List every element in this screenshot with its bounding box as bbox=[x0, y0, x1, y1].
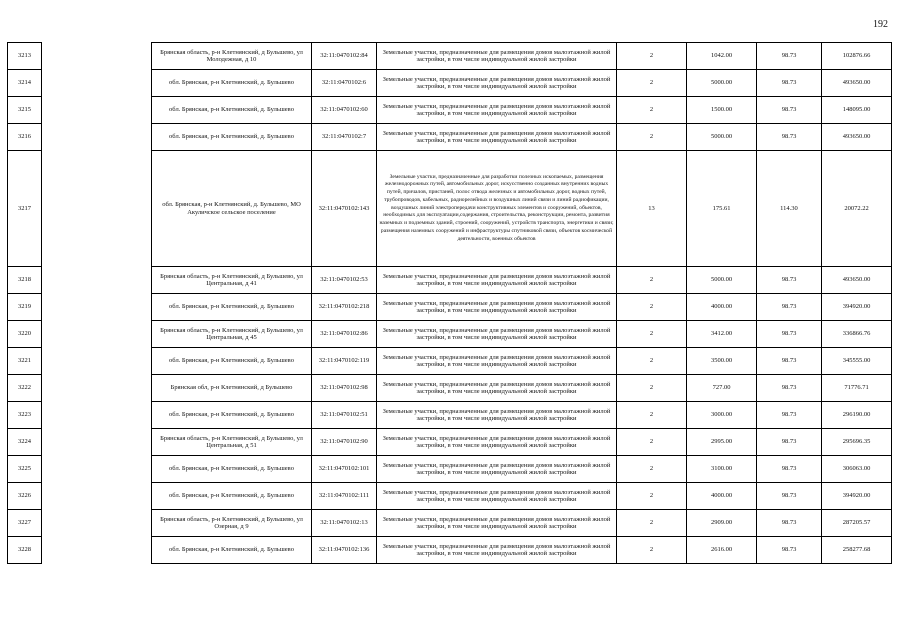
cadastral-number-cell: 32:11:0470102:119 bbox=[312, 348, 377, 375]
land-use-group-cell: 2 bbox=[617, 402, 687, 429]
cadastral-number-cell: 32:11:0470102:6 bbox=[312, 70, 377, 97]
row-number-cell: 3228 bbox=[8, 537, 42, 564]
cadastral-number-cell: 32:11:0470102:218 bbox=[312, 294, 377, 321]
land-use-purpose-cell: Земельные участки, предназначенные для разработки полезных ископаемых, размещения железнодорожных путей, автомобильных дорог, искусственно созданных внутренних водных путей, причалов, пристаней, полос отвода железных и автомобильных дорог, водных путей, трубопроводов, кабельных, радиорелейных и воздушных линий связи и линий радиофикации, воздушных линий электропередачи конструктивных элементов и сооружений, объектов, необходимых для эксплуатации,содержания, строительства, реконструкции, ремонта, развития наземных и подземных зданий, строений, сооружений, устройств транспорта, энергетики и связи; размещения наземных сооружений и инфраструктуры спутниковой связи, объектов космической деятельности, военных объектов bbox=[377, 151, 617, 267]
cadastral-number-cell: 32:11:0470102:101 bbox=[312, 456, 377, 483]
table-row bbox=[8, 456, 892, 483]
specific-value-cell: 98.73 bbox=[757, 43, 822, 70]
specific-value-cell: 98.73 bbox=[757, 294, 822, 321]
cadastral-value-cell: 306063.00 bbox=[822, 456, 892, 483]
land-use-group-cell: 2 bbox=[617, 483, 687, 510]
cadastral-number-cell: 32:11:0470102:84 bbox=[312, 43, 377, 70]
area-cell: 3000.00 bbox=[687, 402, 757, 429]
row-number-cell: 3221 bbox=[8, 348, 42, 375]
empty-cell bbox=[42, 510, 152, 537]
table-row bbox=[8, 510, 892, 537]
cadastral-value-cell: 493650.00 bbox=[822, 70, 892, 97]
page-number: 192 bbox=[873, 19, 888, 30]
address-cell: Брянская область, р-н Клетнянский, д Бульшево, ул Центральная, д 41 bbox=[152, 267, 312, 294]
empty-cell bbox=[42, 348, 152, 375]
cadastral-number-cell: 32:11:0470102:7 bbox=[312, 124, 377, 151]
table-row bbox=[8, 267, 892, 294]
land-use-purpose-cell: Земельные участки, предназначенные для размещения домов малоэтажной жилой застройки, в том числе индивидуальной жилой застройки bbox=[377, 402, 617, 429]
table-row bbox=[8, 429, 892, 456]
table-row bbox=[8, 321, 892, 348]
land-use-group-cell: 2 bbox=[617, 348, 687, 375]
specific-value-cell: 98.73 bbox=[757, 70, 822, 97]
row-number-cell: 3214 bbox=[8, 70, 42, 97]
empty-cell bbox=[42, 537, 152, 564]
area-cell: 3100.00 bbox=[687, 456, 757, 483]
specific-value-cell: 114.30 bbox=[757, 151, 822, 267]
empty-cell bbox=[42, 124, 152, 151]
address-cell: обл. Брянская, р-н Клетнянский, д. Бульшево bbox=[152, 456, 312, 483]
address-cell: обл. Брянская, р-н Клетнянский, д. Бульшево bbox=[152, 537, 312, 564]
table-row bbox=[8, 124, 892, 151]
land-use-purpose-cell: Земельные участки, предназначенные для размещения домов малоэтажной жилой застройки, в том числе индивидуальной жилой застройки bbox=[377, 537, 617, 564]
row-number-cell: 3226 bbox=[8, 483, 42, 510]
specific-value-cell: 98.73 bbox=[757, 537, 822, 564]
row-number-cell: 3215 bbox=[8, 97, 42, 124]
specific-value-cell: 98.73 bbox=[757, 456, 822, 483]
table-row bbox=[8, 402, 892, 429]
cadastral-number-cell: 32:11:0470102:51 bbox=[312, 402, 377, 429]
land-use-group-cell: 2 bbox=[617, 43, 687, 70]
land-use-group-cell: 2 bbox=[617, 294, 687, 321]
address-cell: обл. Брянская, р-н Клетнянский, д. Бульшево bbox=[152, 97, 312, 124]
row-number-cell: 3224 bbox=[8, 429, 42, 456]
specific-value-cell: 98.73 bbox=[757, 483, 822, 510]
land-use-group-cell: 2 bbox=[617, 429, 687, 456]
empty-cell bbox=[42, 402, 152, 429]
cadastral-number-cell: 32:11:0470102:53 bbox=[312, 267, 377, 294]
land-use-group-cell: 2 bbox=[617, 124, 687, 151]
land-use-group-cell: 2 bbox=[617, 70, 687, 97]
specific-value-cell: 98.73 bbox=[757, 348, 822, 375]
row-number-cell: 3223 bbox=[8, 402, 42, 429]
address-cell: обл. Брянская, р-н Клетнянский, д. Бульшево bbox=[152, 348, 312, 375]
row-number-cell: 3213 bbox=[8, 43, 42, 70]
land-use-group-cell: 2 bbox=[617, 321, 687, 348]
specific-value-cell: 98.73 bbox=[757, 321, 822, 348]
land-use-purpose-cell: Земельные участки, предназначенные для размещения домов малоэтажной жилой застройки, в том числе индивидуальной жилой застройки bbox=[377, 294, 617, 321]
cadastral-number-cell: 32:11:0470102:86 bbox=[312, 321, 377, 348]
cadastral-value-table bbox=[7, 42, 892, 564]
land-use-purpose-cell: Земельные участки, предназначенные для размещения домов малоэтажной жилой застройки, в том числе индивидуальной жилой застройки bbox=[377, 375, 617, 402]
area-cell: 5000.00 bbox=[687, 267, 757, 294]
specific-value-cell: 98.73 bbox=[757, 402, 822, 429]
cadastral-value-cell: 493650.00 bbox=[822, 267, 892, 294]
table-row bbox=[8, 483, 892, 510]
land-use-group-cell: 2 bbox=[617, 537, 687, 564]
specific-value-cell: 98.73 bbox=[757, 510, 822, 537]
address-cell: Брянская область, р-н Клетнянский, д Бульшево, ул Центральная, д 51 bbox=[152, 429, 312, 456]
table-row bbox=[8, 70, 892, 97]
land-use-purpose-cell: Земельные участки, предназначенные для размещения домов малоэтажной жилой застройки, в том числе индивидуальной жилой застройки bbox=[377, 483, 617, 510]
row-number-cell: 3217 bbox=[8, 151, 42, 267]
area-cell: 2616.00 bbox=[687, 537, 757, 564]
empty-cell bbox=[42, 97, 152, 124]
specific-value-cell: 98.73 bbox=[757, 267, 822, 294]
empty-cell bbox=[42, 321, 152, 348]
area-cell: 3500.00 bbox=[687, 348, 757, 375]
cadastral-value-cell: 71776.71 bbox=[822, 375, 892, 402]
cadastral-value-cell: 287205.57 bbox=[822, 510, 892, 537]
land-use-purpose-cell: Земельные участки, предназначенные для размещения домов малоэтажной жилой застройки, в том числе индивидуальной жилой застройки bbox=[377, 429, 617, 456]
empty-cell bbox=[42, 294, 152, 321]
empty-cell bbox=[42, 456, 152, 483]
land-use-group-cell: 2 bbox=[617, 97, 687, 124]
address-cell: обл. Брянская, р-н Клетнянский, д. Бульшево, МО Акуличское сельское поселение bbox=[152, 151, 312, 267]
address-cell: Брянская область, р-н Клетнянский, д Бульшево, ул Озерная, д 9 bbox=[152, 510, 312, 537]
land-use-purpose-cell: Земельные участки, предназначенные для размещения домов малоэтажной жилой застройки, в том числе индивидуальной жилой застройки bbox=[377, 348, 617, 375]
row-number-cell: 3227 bbox=[8, 510, 42, 537]
table-row bbox=[8, 43, 892, 70]
land-use-purpose-cell: Земельные участки, предназначенные для размещения домов малоэтажной жилой застройки, в том числе индивидуальной жилой застройки bbox=[377, 267, 617, 294]
land-use-group-cell: 2 bbox=[617, 510, 687, 537]
area-cell: 1042.00 bbox=[687, 43, 757, 70]
cadastral-value-cell: 394920.00 bbox=[822, 294, 892, 321]
cadastral-number-cell: 32:11:0470102:143 bbox=[312, 151, 377, 267]
land-use-purpose-cell: Земельные участки, предназначенные для размещения домов малоэтажной жилой застройки, в том числе индивидуальной жилой застройки bbox=[377, 43, 617, 70]
empty-cell bbox=[42, 70, 152, 97]
empty-cell bbox=[42, 483, 152, 510]
cadastral-value-cell: 20072.22 bbox=[822, 151, 892, 267]
address-cell: обл. Брянская, р-н Клетнянский, д. Бульшево bbox=[152, 402, 312, 429]
cadastral-number-cell: 32:11:0470102:90 bbox=[312, 429, 377, 456]
table-row bbox=[8, 348, 892, 375]
address-cell: Брянская обл, р-н Клетнянский, д Бульшево bbox=[152, 375, 312, 402]
cadastral-number-cell: 32:11:0470102:60 bbox=[312, 97, 377, 124]
empty-cell bbox=[42, 151, 152, 267]
table-row bbox=[8, 375, 892, 402]
land-use-purpose-cell: Земельные участки, предназначенные для размещения домов малоэтажной жилой застройки, в том числе индивидуальной жилой застройки bbox=[377, 510, 617, 537]
address-cell: Брянская область, р-н Клетнянский, д Бульшево, ул Молодежная, д 10 bbox=[152, 43, 312, 70]
empty-cell bbox=[42, 429, 152, 456]
cadastral-value-cell: 394920.00 bbox=[822, 483, 892, 510]
land-use-purpose-cell: Земельные участки, предназначенные для размещения домов малоэтажной жилой застройки, в том числе индивидуальной жилой застройки bbox=[377, 97, 617, 124]
area-cell: 2909.00 bbox=[687, 510, 757, 537]
specific-value-cell: 98.73 bbox=[757, 124, 822, 151]
address-cell: Брянская область, р-н Клетнянский, д Бульшево, ул Центральная, д 45 bbox=[152, 321, 312, 348]
land-use-purpose-cell: Земельные участки, предназначенные для размещения домов малоэтажной жилой застройки, в том числе индивидуальной жилой застройки bbox=[377, 456, 617, 483]
specific-value-cell: 98.73 bbox=[757, 429, 822, 456]
cadastral-value-cell: 148095.00 bbox=[822, 97, 892, 124]
table-body bbox=[8, 43, 892, 564]
cadastral-number-cell: 32:11:0470102:98 bbox=[312, 375, 377, 402]
land-use-group-cell: 13 bbox=[617, 151, 687, 267]
specific-value-cell: 98.73 bbox=[757, 375, 822, 402]
land-use-group-cell: 2 bbox=[617, 267, 687, 294]
land-use-purpose-cell: Земельные участки, предназначенные для размещения домов малоэтажной жилой застройки, в том числе индивидуальной жилой застройки bbox=[377, 70, 617, 97]
address-cell: обл. Брянская, р-н Клетнянский, д. Бульшево bbox=[152, 124, 312, 151]
area-cell: 3412.00 bbox=[687, 321, 757, 348]
table-row bbox=[8, 537, 892, 564]
area-cell: 4000.00 bbox=[687, 483, 757, 510]
address-cell: обл. Брянская, р-н Клетнянский, д. Бульшево bbox=[152, 294, 312, 321]
row-number-cell: 3218 bbox=[8, 267, 42, 294]
cadastral-value-cell: 336866.76 bbox=[822, 321, 892, 348]
empty-cell bbox=[42, 267, 152, 294]
specific-value-cell: 98.73 bbox=[757, 97, 822, 124]
empty-cell bbox=[42, 375, 152, 402]
area-cell: 5000.00 bbox=[687, 70, 757, 97]
row-number-cell: 3220 bbox=[8, 321, 42, 348]
area-cell: 175.61 bbox=[687, 151, 757, 267]
cadastral-number-cell: 32:11:0470102:13 bbox=[312, 510, 377, 537]
cadastral-value-cell: 345555.00 bbox=[822, 348, 892, 375]
land-use-group-cell: 2 bbox=[617, 456, 687, 483]
table-row bbox=[8, 294, 892, 321]
cadastral-value-cell: 493650.00 bbox=[822, 124, 892, 151]
address-cell: обл. Брянская, р-н Клетнянский, д. Бульшево bbox=[152, 70, 312, 97]
cadastral-number-cell: 32:11:0470102:136 bbox=[312, 537, 377, 564]
cadastral-value-cell: 102876.66 bbox=[822, 43, 892, 70]
area-cell: 2995.00 bbox=[687, 429, 757, 456]
row-number-cell: 3225 bbox=[8, 456, 42, 483]
table-row bbox=[8, 97, 892, 124]
row-number-cell: 3222 bbox=[8, 375, 42, 402]
land-use-purpose-cell: Земельные участки, предназначенные для размещения домов малоэтажной жилой застройки, в том числе индивидуальной жилой застройки bbox=[377, 321, 617, 348]
empty-cell bbox=[42, 43, 152, 70]
row-number-cell: 3216 bbox=[8, 124, 42, 151]
area-cell: 1500.00 bbox=[687, 97, 757, 124]
row-number-cell: 3219 bbox=[8, 294, 42, 321]
cadastral-value-cell: 296190.00 bbox=[822, 402, 892, 429]
land-use-purpose-cell: Земельные участки, предназначенные для размещения домов малоэтажной жилой застройки, в том числе индивидуальной жилой застройки bbox=[377, 124, 617, 151]
cadastral-value-cell: 258277.68 bbox=[822, 537, 892, 564]
address-cell: обл. Брянская, р-н Клетнянский, д. Бульшево bbox=[152, 483, 312, 510]
land-use-group-cell: 2 bbox=[617, 375, 687, 402]
cadastral-number-cell: 32:11:0470102:111 bbox=[312, 483, 377, 510]
table-row bbox=[8, 151, 892, 267]
area-cell: 727.00 bbox=[687, 375, 757, 402]
area-cell: 5000.00 bbox=[687, 124, 757, 151]
cadastral-value-cell: 295696.35 bbox=[822, 429, 892, 456]
area-cell: 4000.00 bbox=[687, 294, 757, 321]
